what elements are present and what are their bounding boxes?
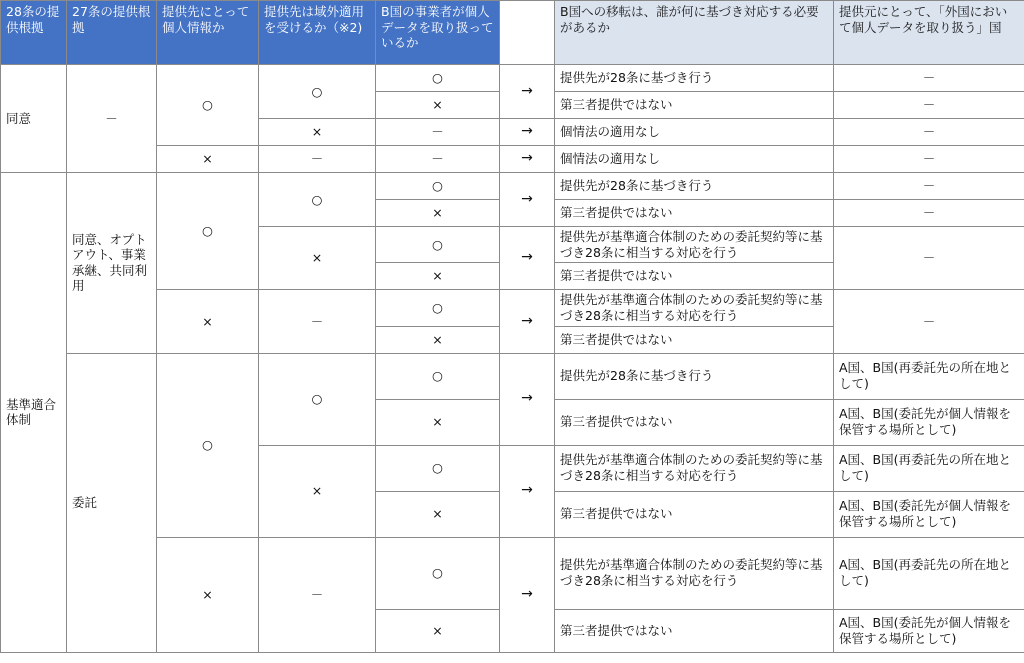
cell-response: 提供先が基準適合体制のための委託契約等に基づき28条に相当する対応を行う — [555, 445, 834, 491]
basis-consent: 同意 — [1, 65, 67, 173]
cell-country: A国、B国(再委託先の所在地として) — [834, 353, 1024, 399]
cell-response: 第三者提供ではない — [555, 609, 834, 652]
table-row — [1, 65, 1024, 92]
cell-dash: － — [259, 146, 376, 173]
cell-dash: － — [376, 146, 500, 173]
cell-response: 第三者提供ではない — [555, 491, 834, 537]
cell-dash: － — [834, 227, 1024, 290]
cell-no: × — [376, 263, 500, 290]
cell-country: A国、B国(再委託先の所在地として) — [834, 445, 1024, 491]
header-foreign-country: 提供元にとって、「外国において個人データを取り扱う」国 — [834, 1, 1024, 65]
header-extraterritorial: 提供先は域外適用を受けるか（※2) — [259, 1, 376, 65]
cell-no: × — [376, 399, 500, 445]
arrow-icon: → — [500, 537, 555, 652]
cell-dash: － — [834, 290, 1024, 353]
cell-yes: ○ — [157, 173, 259, 290]
cell-response: 提供先が28条に基づき行う — [555, 353, 834, 399]
cell-no: × — [376, 200, 500, 227]
cell-dash: － — [834, 173, 1024, 200]
cell-yes: ○ — [259, 173, 376, 227]
table-row — [1, 353, 1024, 399]
cell-yes: ○ — [157, 65, 259, 146]
cell-no: × — [259, 227, 376, 290]
header-27-basis: 27条の提供根拠 — [67, 1, 157, 65]
cell-dash: － — [834, 65, 1024, 92]
cell-no: × — [376, 326, 500, 353]
cell-no: × — [259, 119, 376, 146]
cell-dash: － — [259, 537, 376, 652]
cell-yes: ○ — [376, 445, 500, 491]
cell-dash: － — [67, 65, 157, 173]
basis-standard: 基準適合体制 — [1, 173, 67, 653]
cell-country: A国、B国(再委託先の所在地として) — [834, 537, 1024, 609]
cell-country: A国、B国(委託先が個人情報を保管する場所として) — [834, 399, 1024, 445]
arrow-icon: → — [500, 119, 555, 146]
cell-dash: － — [834, 92, 1024, 119]
cell-yes: ○ — [259, 65, 376, 119]
cell-response: 第三者提供ではない — [555, 326, 834, 353]
basis-group: 同意、オプトアウト、事業承継、共同利用 — [67, 173, 157, 354]
cell-response: 第三者提供ではない — [555, 200, 834, 227]
header-transfer-response: B国への移転は、誰が何に基づき対応する必要があるか — [555, 1, 834, 65]
arrow-icon: → — [500, 353, 555, 445]
cell-no: × — [157, 146, 259, 173]
header-b-country-handling: B国の事業者が個人データを取り扱っているか — [376, 1, 500, 65]
cell-yes: ○ — [376, 353, 500, 399]
arrow-icon: → — [500, 65, 555, 119]
arrow-icon: → — [500, 146, 555, 173]
cell-yes: ○ — [259, 353, 376, 445]
arrow-icon: → — [500, 290, 555, 353]
cell-dash: － — [259, 290, 376, 353]
cell-response: 第三者提供ではない — [555, 92, 834, 119]
table-row — [1, 173, 1024, 200]
cell-yes: ○ — [376, 227, 500, 263]
cell-yes: ○ — [376, 290, 500, 326]
cell-dash: － — [834, 119, 1024, 146]
cell-response: 第三者提供ではない — [555, 263, 834, 290]
header-personal-info: 提供先にとって個人情報か — [157, 1, 259, 65]
cell-response: 提供先が基準適合体制のための委託契約等に基づき28条に相当する対応を行う — [555, 290, 834, 326]
cell-country: A国、B国(委託先が個人情報を保管する場所として) — [834, 609, 1024, 652]
cell-no: × — [157, 290, 259, 353]
cell-yes: ○ — [376, 537, 500, 609]
cell-response: 第三者提供ではない — [555, 399, 834, 445]
arrow-icon: → — [500, 445, 555, 537]
header-row — [1, 1, 1024, 65]
cell-response: 提供先が基準適合体制のための委託契約等に基づき28条に相当する対応を行う — [555, 537, 834, 609]
cell-no: × — [376, 491, 500, 537]
cell-response: 提供先が28条に基づき行う — [555, 65, 834, 92]
arrow-icon: → — [500, 227, 555, 290]
header-28-basis: 28条の提供根拠 — [1, 1, 67, 65]
cell-dash: － — [376, 119, 500, 146]
cell-no: × — [376, 92, 500, 119]
cell-dash: － — [834, 146, 1024, 173]
cell-yes: ○ — [376, 173, 500, 200]
arrow-icon: → — [500, 173, 555, 227]
cell-no: × — [259, 445, 376, 537]
cell-yes: ○ — [157, 353, 259, 537]
cell-yes: ○ — [376, 65, 500, 92]
basis-entrust: 委託 — [67, 353, 157, 652]
cell-dash: － — [834, 200, 1024, 227]
header-arrow-blank — [500, 1, 555, 65]
cell-country: A国、B国(委託先が個人情報を保管する場所として) — [834, 491, 1024, 537]
cell-no: × — [376, 609, 500, 652]
cell-no: × — [157, 537, 259, 652]
cell-response: 個情法の適用なし — [555, 146, 834, 173]
cell-response: 個情法の適用なし — [555, 119, 834, 146]
cell-response: 提供先が28条に基づき行う — [555, 173, 834, 200]
cell-response: 提供先が基準適合体制のための委託契約等に基づき28条に相当する対応を行う — [555, 227, 834, 263]
